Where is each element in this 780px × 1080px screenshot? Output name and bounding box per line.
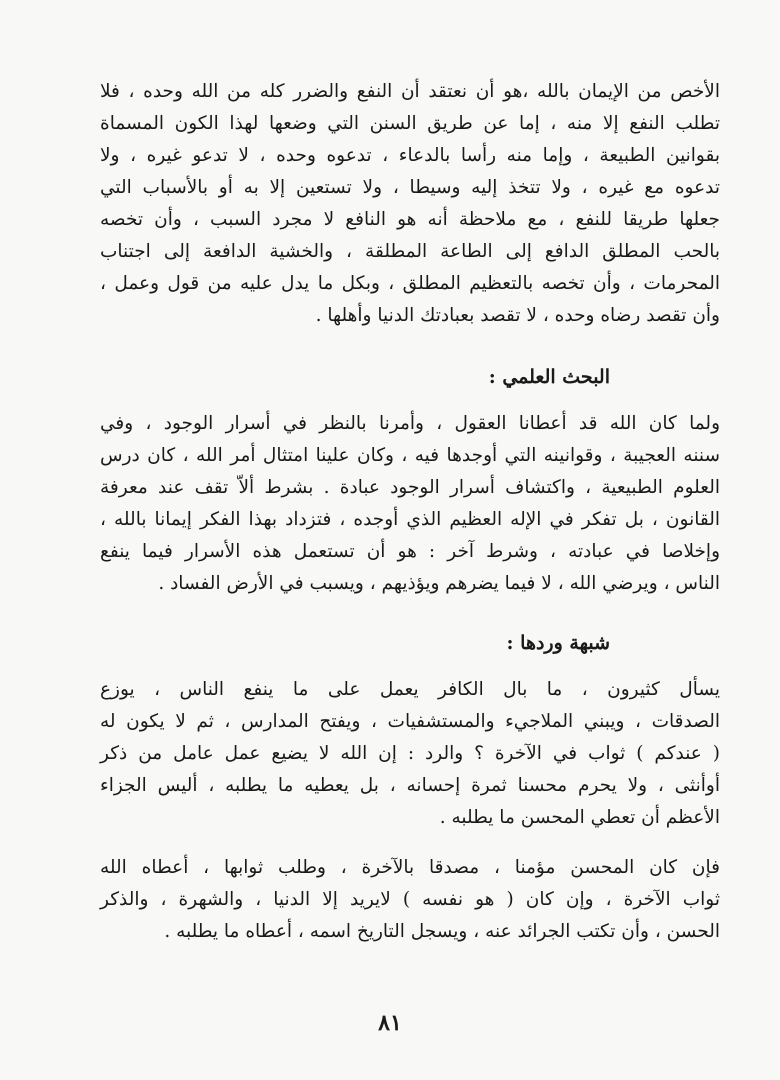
paragraph-doubt-and-reply — [100, 674, 720, 834]
paragraph-conclusion — [100, 852, 720, 948]
text-line: جعلها طريقا للنفع ، مع ملاحظة أنه هو النافع لا مجرد السبب ، وأن تخصه — [100, 209, 720, 230]
section-heading-scientific-research: البحث العلمي : — [488, 366, 610, 388]
text-line: الناس ، ويرضي الله ، لا فيما يضرهم ويؤذيهم ، ويسبب في الأرض الفساد . — [158, 573, 720, 594]
text-line: بالحب المطلق الدافع إلى الطاعة المطلقة ، والخشية الدافعة إلى اجتناب — [100, 241, 720, 262]
text-line: يسأل كثيرون ، ما بال الكافر يعمل على ما ينفع الناس ، يوزع — [100, 679, 720, 700]
text-line: ولما كان الله قد أعطانا العقول ، وأمرنا بالنظر في أسرار الوجود ، وفي — [100, 413, 720, 434]
text-line: تدعوه مع غيره ، ولا تتخذ إليه وسيطا ، ولا تستعين إلا به أو بالأسباب التي — [100, 177, 720, 198]
text-line: الأخص من الإيمان بالله ،هو أن نعتقد أن النفع والضرر كله من الله وحده ، فلا — [100, 81, 720, 102]
text-line: العلوم الطبيعية ، واكتشاف أسرار الوجود عبادة . بشرط ألاّ تقف عند معرفة — [100, 477, 720, 498]
text-line: الحسن ، وأن تكتب الجرائد عنه ، ويسجل التاريخ اسمه ، أعطاه ما يطلبه . — [164, 921, 720, 942]
text-line: المحرمات ، وأن تخصه بالتعظيم المطلق ، وبكل ما يدل عليه من قول وعمل ، — [100, 273, 720, 294]
text-line: تطلب النفع إلا منه ، إما عن طريق السنن التي وضعها لهذا الكون المسماة — [100, 113, 720, 134]
text-line: ثواب الآخرة ، وإن كان ( هو نفسه ) لايريد إلا الدنيا ، والشهرة ، والذكر — [100, 889, 720, 910]
text-line: الصدقات ، ويبني الملاجيء والمستشفيات ، ويفتح المدارس ، ثم لا يكون له — [100, 711, 720, 732]
text-line: سننه العجيبة ، وقوانينه التي أوجدها فيه ، وكان علينا امتثال أمر الله ، كان درس — [100, 445, 720, 466]
text-line: وإخلاصا في عبادته ، وشرط آخر : هو أن تستعمل هذه الأسرار فيما ينفع — [100, 541, 720, 562]
paragraph-intro — [100, 76, 720, 332]
section-heading-doubt-and-reply: شبهة وردها : — [506, 632, 610, 654]
paragraph-scientific-research — [100, 408, 720, 600]
text-line: بقوانين الطبيعة ، وإما منه رأسا بالدعاء ، تدعوه وحده ، لا تدعو غيره ، ولا — [100, 145, 720, 166]
text-line: وأن تقصد رضاه وحده ، لا تقصد بعبادتك الدنيا وأهلها . — [315, 305, 720, 326]
text-line: فإن كان المحسن مؤمنا ، مصدقا بالآخرة ، وطلب ثوابها ، أعطاه الله — [100, 857, 720, 878]
text-line: ( عندكم ) ثواب في الآخرة ؟ والرد : إن الله لا يضيع عمل عامل من ذكر — [100, 743, 720, 764]
text-line: القانون ، بل تفكر في الإله العظيم الذي أوجده ، فتزداد بهذا الفكر إيمانا بالله ، — [100, 509, 720, 530]
page-number: ٨١ — [378, 1010, 402, 1036]
text-line: الأعظم أن تعطي المحسن ما يطلبه . — [439, 807, 720, 828]
text-line: أوأنثى ، ولا يحرم محسنا ثمرة إحسانه ، بل يعطيه ما يطلبه ، أليس الجزاء — [100, 775, 720, 796]
